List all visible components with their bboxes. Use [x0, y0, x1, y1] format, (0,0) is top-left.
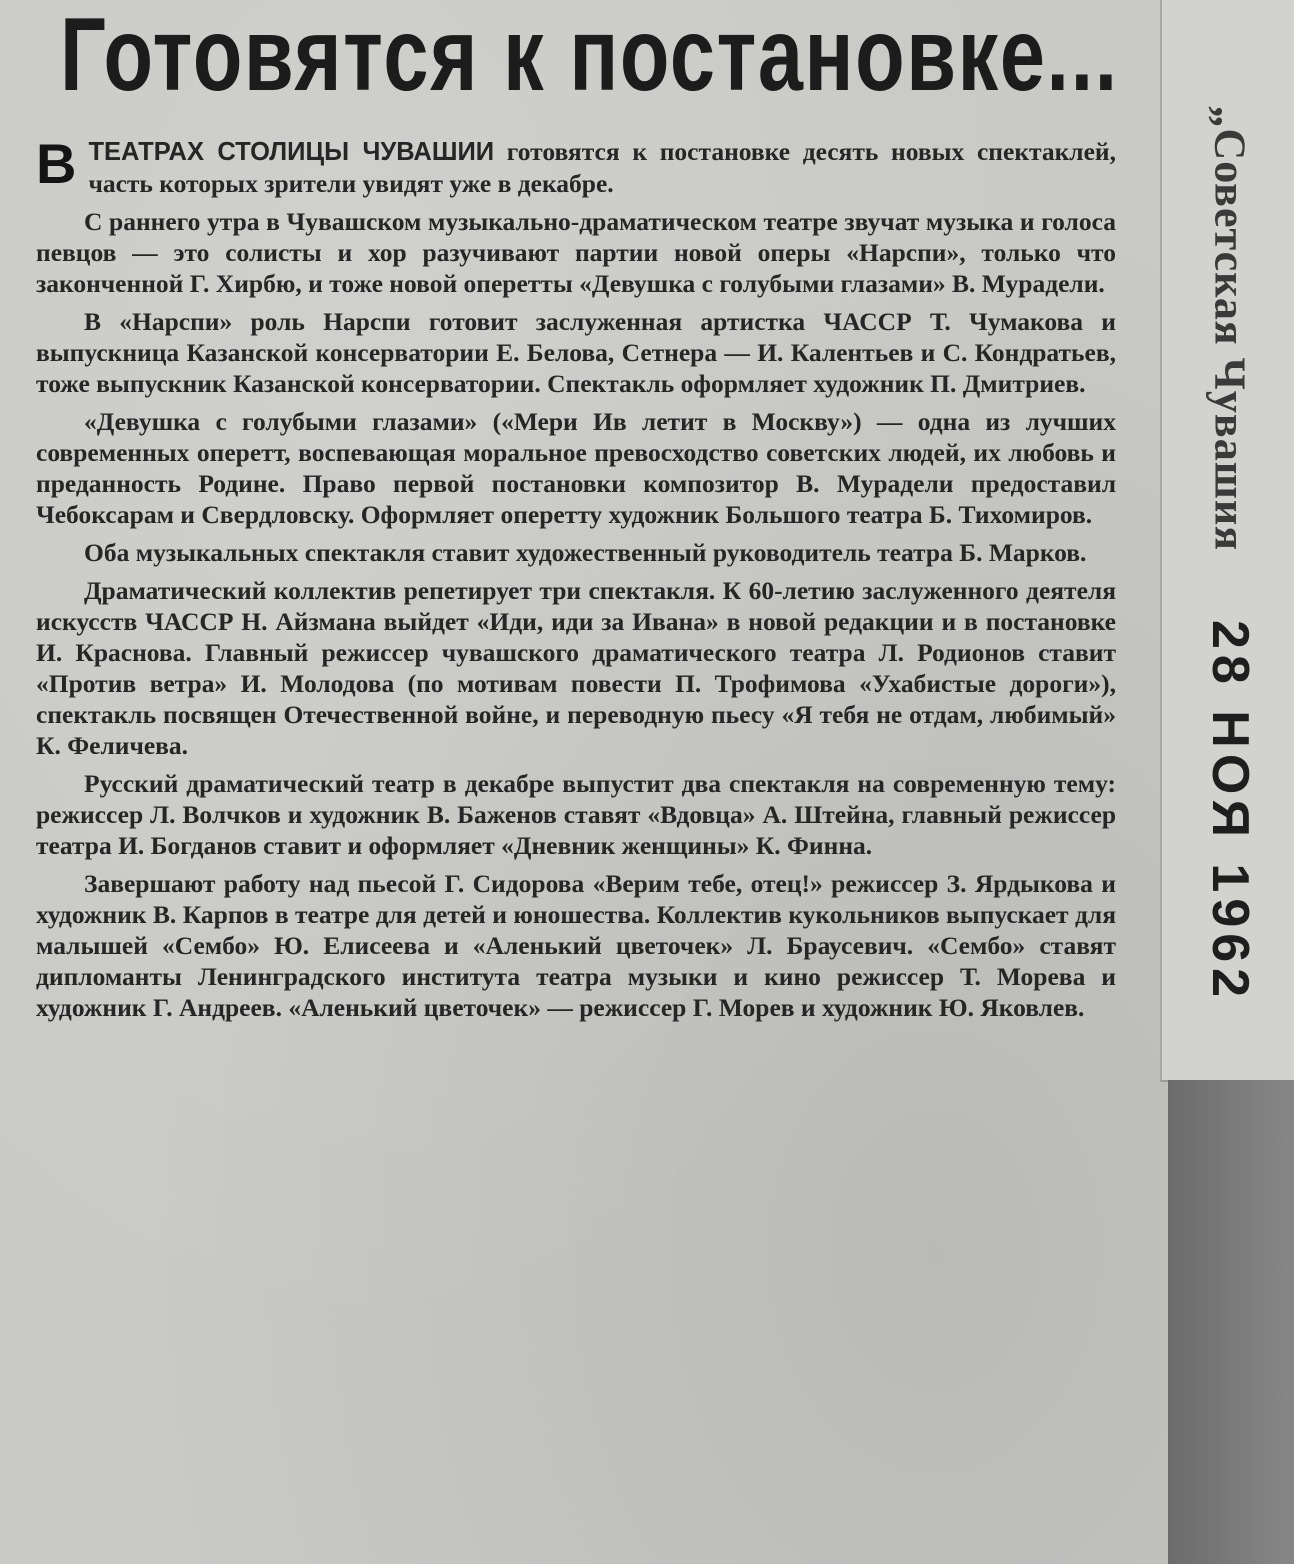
lead-text: готовятся к постановке десять новых спектаклей, часть которых зрители увидят уже в декабре.: [88, 137, 1116, 198]
lead-paragraph: [36, 132, 1116, 199]
lead-caps-text: ТЕАТРАХ СТОЛИЦЫ ЧУВАШИИ: [88, 138, 495, 166]
paragraph-director: Оба музыкальных спектакля ставит художественный руководитель театра Б. Марков.: [84, 538, 1087, 567]
paragraph-youth-puppet-theatre: Завершают работу над пьесой Г. Сидорова «Верим тебе, отец!» режиссер З. Ярдыкова и художник В. Карпов в театре для детей и юношества. Коллектив кукольников выпускает для малышей «Сембо» Ю. Елисеева и «Аленький цветочек» Л. Браусевич. «Сембо» ставят дипломанты Ленинградского института театра музыки и кино режиссер Т. Морева и художник Г. Андреев. «Аленький цветочек» — режиссер Г. Морев и художник Ю. Яковлев.: [36, 869, 1116, 1022]
article-headline: Готовятся к постановке...: [60, 0, 1119, 113]
paragraph-opera-rehearsal: С раннего утра в Чувашском музыкально-драматическом театре звучат музыка и голоса певцов — это солисты и хор разучивают партии новой оперы «Нарспи», только что законченной Г. Хирбю, и тоже новой оперетты «Девушка с голубыми глазами» В. Мурадели.: [36, 207, 1116, 298]
newspaper-name: „Советская Чувашия: [1205, 105, 1255, 551]
paragraph-narspi-cast: В «Нарспи» роль Нарспи готовит заслуженная артистка ЧАССР Т. Чумакова и выпускница Казанской консерватории Е. Белова, Сетнера — И. Калентьев и С. Кондратьев, тоже выпускник Казанской консерватории. Спектакль оформляет художник П. Дмитриев.: [36, 307, 1116, 398]
drop-cap: В: [36, 132, 77, 195]
date-stamp: 28 НОЯ 1962: [1201, 620, 1259, 1004]
article-body: [36, 132, 1116, 1030]
source-annotation: [1180, 80, 1280, 1080]
paragraph-russian-theatre: Русский драматический театр в декабре выпустит два спектакля на современную тему: режиссер Л. Волчков и художник В. Баженов ставят «Вдовца» А. Штейна, главный режиссер театра И. Богданов ставит и оформляет «Дневник женщины» К. Финна.: [36, 769, 1116, 860]
background-shadow: [1168, 1080, 1294, 1564]
paragraph-drama-collective: Драматический коллектив репетирует три спектакля. К 60-летию заслуженного деятеля искусств ЧАССР Н. Айзмана выйдет «Иди, иди за Ивана» в новой редакции и в постановке И. Краснова. Главный режиссер чувашского драматического театра Л. Родионов ставит «Против ветра» И. Молодова (по мотивам повести П. Трофимова «Ухабистые дороги»), спектакль посвящен Отечественной войне, и переводную пьесу «Я тебя не отдам, любимый» К. Феличева.: [36, 576, 1116, 760]
paragraph-operetta: «Девушка с голубыми глазами» («Мери Ив летит в Москву») — одна из лучших современных оперетт, воспевающая моральное превосходство советских людей, их любовь и преданность Родине. Право первой постановки композитор В. Мурадели предоставил Чебоксарам и Свердловску. Оформляет оперетту художник Большого театра Б. Тихомиров.: [36, 407, 1116, 529]
